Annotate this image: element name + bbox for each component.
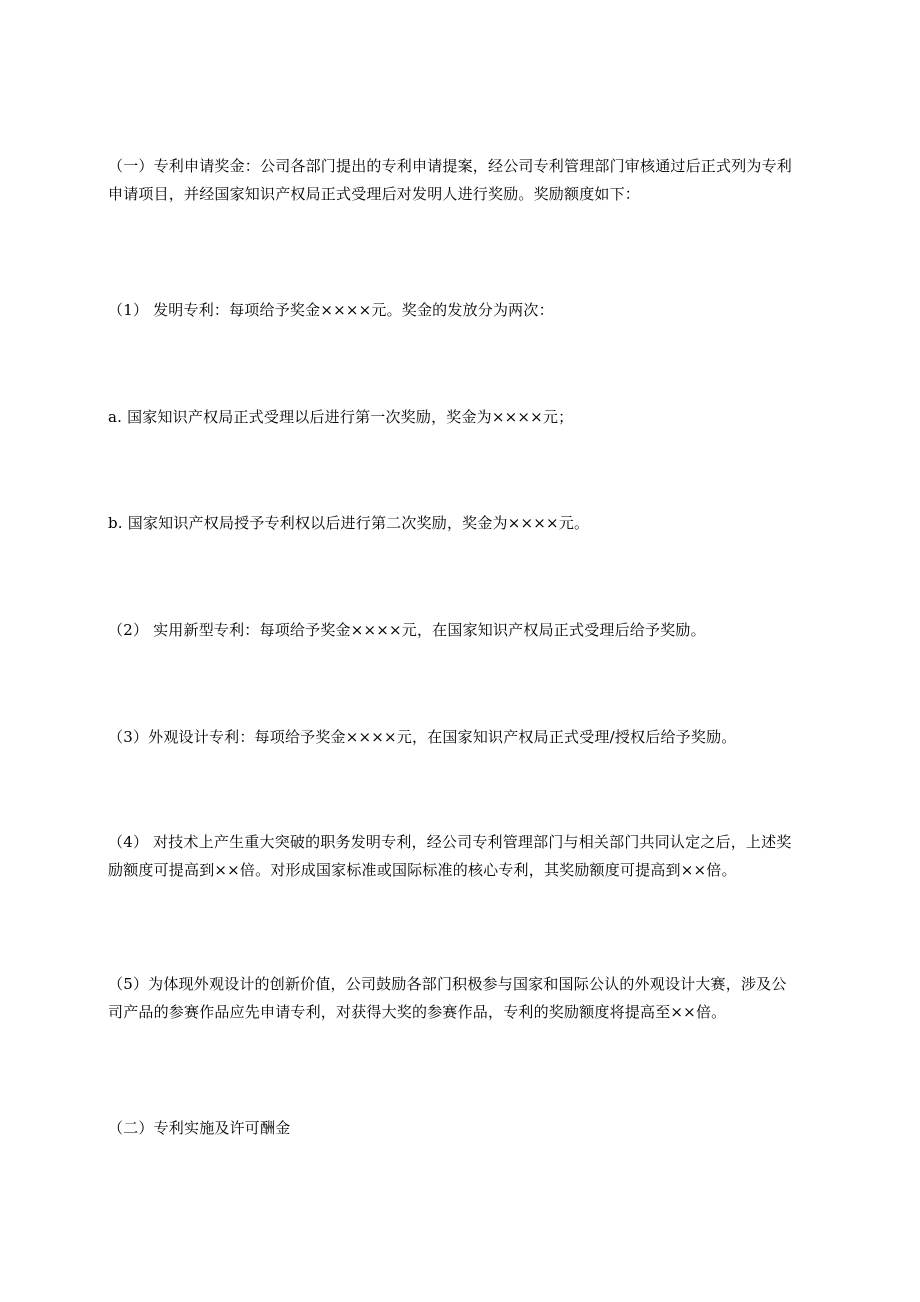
item-3-design-patent xyxy=(108,723,836,751)
item-2-utility-model-patent xyxy=(108,616,836,644)
section-2-heading xyxy=(108,1114,836,1142)
section-1-intro-paragraph xyxy=(108,152,836,208)
paragraph-line: （5）为体现外观设计的创新价值，公司鼓励各部门积极参与国家和国际公认的外观设计大赛，涉及公 xyxy=(108,975,787,993)
paragraph-line: 励额度可提高到××倍。对形成国家标准或国际标准的核心专利，其奖励额度可提高到××倍。 xyxy=(108,861,737,879)
paragraph-line: （二）专利实施及许可酬金 xyxy=(108,1119,291,1137)
paragraph-line: b. 国家知识产权局授予专利权以后进行第二次奖励，奖金为××××元。 xyxy=(108,514,590,532)
paragraph-line: 申请项目，并经国家知识产权局正式受理后对发明人进行奖励。奖励额度如下： xyxy=(108,185,641,203)
item-4-breakthrough-patent xyxy=(108,828,836,884)
item-5-design-competition xyxy=(108,970,836,1026)
item-1a-first-award xyxy=(108,403,836,431)
paragraph-line: a. 国家知识产权局正式受理以后进行第一次奖励，奖金为××××元； xyxy=(108,408,574,426)
paragraph-line: 司产品的参赛作品应先申请专利，对获得大奖的参赛作品，专利的奖励额度将提高至××倍。 xyxy=(108,1003,727,1021)
paragraph-line: （4） 对技术上产生重大突破的职务发明专利，经公司专利管理部门与相关部门共同认定之后，上述奖 xyxy=(108,833,792,851)
paragraph-line: （一）专利申请奖金：公司各部门提出的专利申请提案，经公司专利管理部门审核通过后正式列为专利 xyxy=(108,157,793,175)
item-1b-second-award xyxy=(108,509,836,537)
paragraph-line: （1） 发明专利：每项给予奖金××××元。奖金的发放分为两次： xyxy=(108,301,554,319)
paragraph-line: （3）外观设计专利：每项给予奖金××××元，在国家知识产权局正式受理/授权后给予奖励。 xyxy=(108,728,737,746)
paragraph-line: （2） 实用新型专利：每项给予奖金××××元，在国家知识产权局正式受理后给予奖励。 xyxy=(108,621,706,639)
item-1-invention-patent xyxy=(108,296,836,324)
